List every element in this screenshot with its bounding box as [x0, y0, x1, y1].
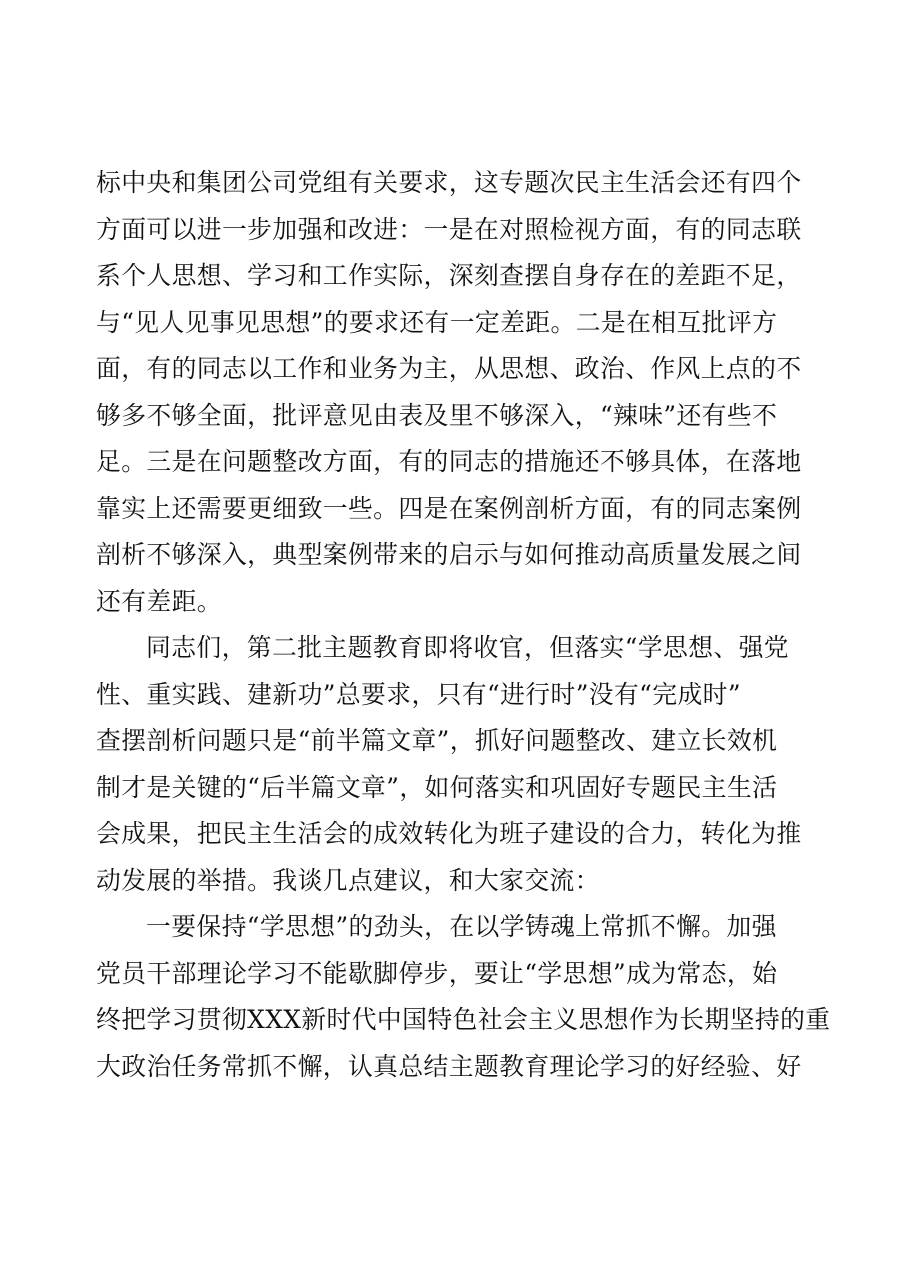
text-line: 动发展的举措。我谈几点建议，和大家交流：: [96, 865, 600, 895]
text-line: 性、重实践、建新功”总要求，只有“进行时”没有“完成时”: [96, 679, 741, 709]
text-line: 大政治任务常抓不懈，认真总结主题教育理论学习的好经验、好: [96, 1051, 802, 1081]
text-line: 靠实上还需要更细致一些。四是在案例剖析方面，有的同志案例: [96, 493, 802, 523]
text-line: 终把学习贯彻XXX新时代中国特色社会主义思想作为长期坚持的重: [96, 1005, 831, 1034]
text-line: 系个人思想、学习和工作实际，深刻查摆自身存在的差距不足，: [96, 261, 802, 290]
text-line: 剖析不够深入，典型案例带来的启示与如何推动高质量发展之间: [96, 540, 802, 569]
paragraph-first-line: 一要保持“学思想”的劲头，在以学铸魂上常抓不懈。加强: [146, 912, 777, 941]
text-line: 足。三是在问题整改方面，有的同志的措施还不够具体，在落地: [96, 447, 802, 476]
paragraph-first-line: 同志们，第二批主题教育即将收官，但落实“学思想、强党: [146, 633, 790, 662]
text-line: 方面可以进一步加强和改进：一是在对照检视方面，有的同志联: [96, 214, 802, 244]
text-line: 会成果，把民主生活会的成效转化为班子建设的合力，转化为推: [96, 819, 802, 848]
text-line: 面，有的同志以工作和业务为主，从思想、政治、作风上点的不: [96, 354, 802, 383]
text-line: 标中央和集团公司党组有关要求，这专题次民主生活会还有四个: [96, 168, 802, 197]
text-line: 查摆剖析问题只是“前半篇文章”，抓好问题整改、建立长效机: [96, 726, 778, 755]
text-line: 还有差距。: [96, 586, 222, 616]
text-line: 制才是关键的“后半篇文章”，如何落实和巩固好专题民主生活: [96, 772, 778, 802]
document-body: [96, 160, 831, 1090]
text-line: 党员干部理论学习不能歇脚停步，要让“学思想”成为常态，始: [96, 958, 778, 988]
text-line: 够多不够全面，批评意见由表及里不够深入，“辣味”还有些不: [96, 400, 778, 430]
text-line: 与“见人见事见思想”的要求还有一定差距。二是在相互批评方: [96, 307, 778, 337]
